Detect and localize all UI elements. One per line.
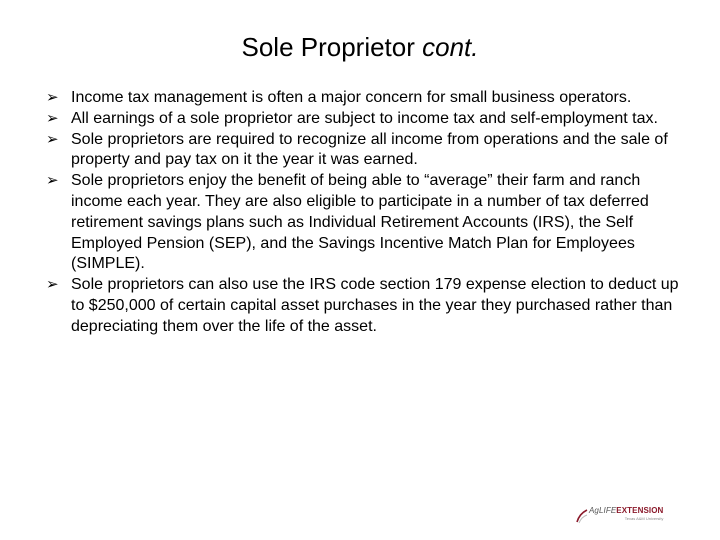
bullet-item: [46, 171, 686, 275]
arrow-bullet-icon: ➢: [46, 276, 59, 294]
title-emphasis: cont.: [422, 32, 479, 62]
logo-prefix: Ag: [589, 506, 599, 515]
bullet-text: Income tax management is often a major concern for small business operators.: [71, 89, 632, 106]
bullet-list: [46, 88, 686, 338]
bullet-item: [46, 109, 686, 130]
logo-wordmark: [589, 506, 663, 516]
logo-tagline: Texas A&M University: [624, 516, 664, 521]
logo-life: LIFE: [599, 506, 617, 515]
logo-extension: EXTENSION: [616, 506, 664, 515]
arrow-bullet-icon: ➢: [46, 172, 59, 190]
agrilife-extension-logo: [576, 506, 663, 530]
arrow-bullet-icon: ➢: [46, 89, 59, 106]
bullet-item: [46, 275, 686, 337]
arrow-bullet-icon: ➢: [46, 130, 59, 148]
bullet-text: Sole proprietors enjoy the benefit of being able to “average” their farm and ranch income each year. They are also eligible to participate in a number of tax deferred retirement savings plans such as Individual Retirement Accounts (IRS), the Self Employed Pension (SEP), and the Savings Incentive Match Plan for Employees (SIMPLE).: [71, 172, 649, 273]
title-text: Sole Proprietor: [241, 32, 415, 62]
logo-text: [589, 506, 663, 521]
slide-title: [0, 30, 720, 64]
arrow-bullet-icon: ➢: [46, 109, 59, 127]
bullet-item: [46, 88, 686, 109]
swoosh-icon: [576, 508, 588, 524]
bullet-text: Sole proprietors are required to recognize all income from operations and the sale of property and pay tax on it the year it was earned.: [71, 130, 668, 169]
bullet-text: Sole proprietors can also use the IRS code section 179 expense election to deduct up to $250,000 of certain capital asset purchases in the year they purchased rather than depreciating them over the life of the asset.: [71, 276, 679, 335]
bullet-item: [46, 130, 686, 172]
bullet-text: All earnings of a sole proprietor are subject to income tax and self-employment tax.: [71, 109, 658, 127]
